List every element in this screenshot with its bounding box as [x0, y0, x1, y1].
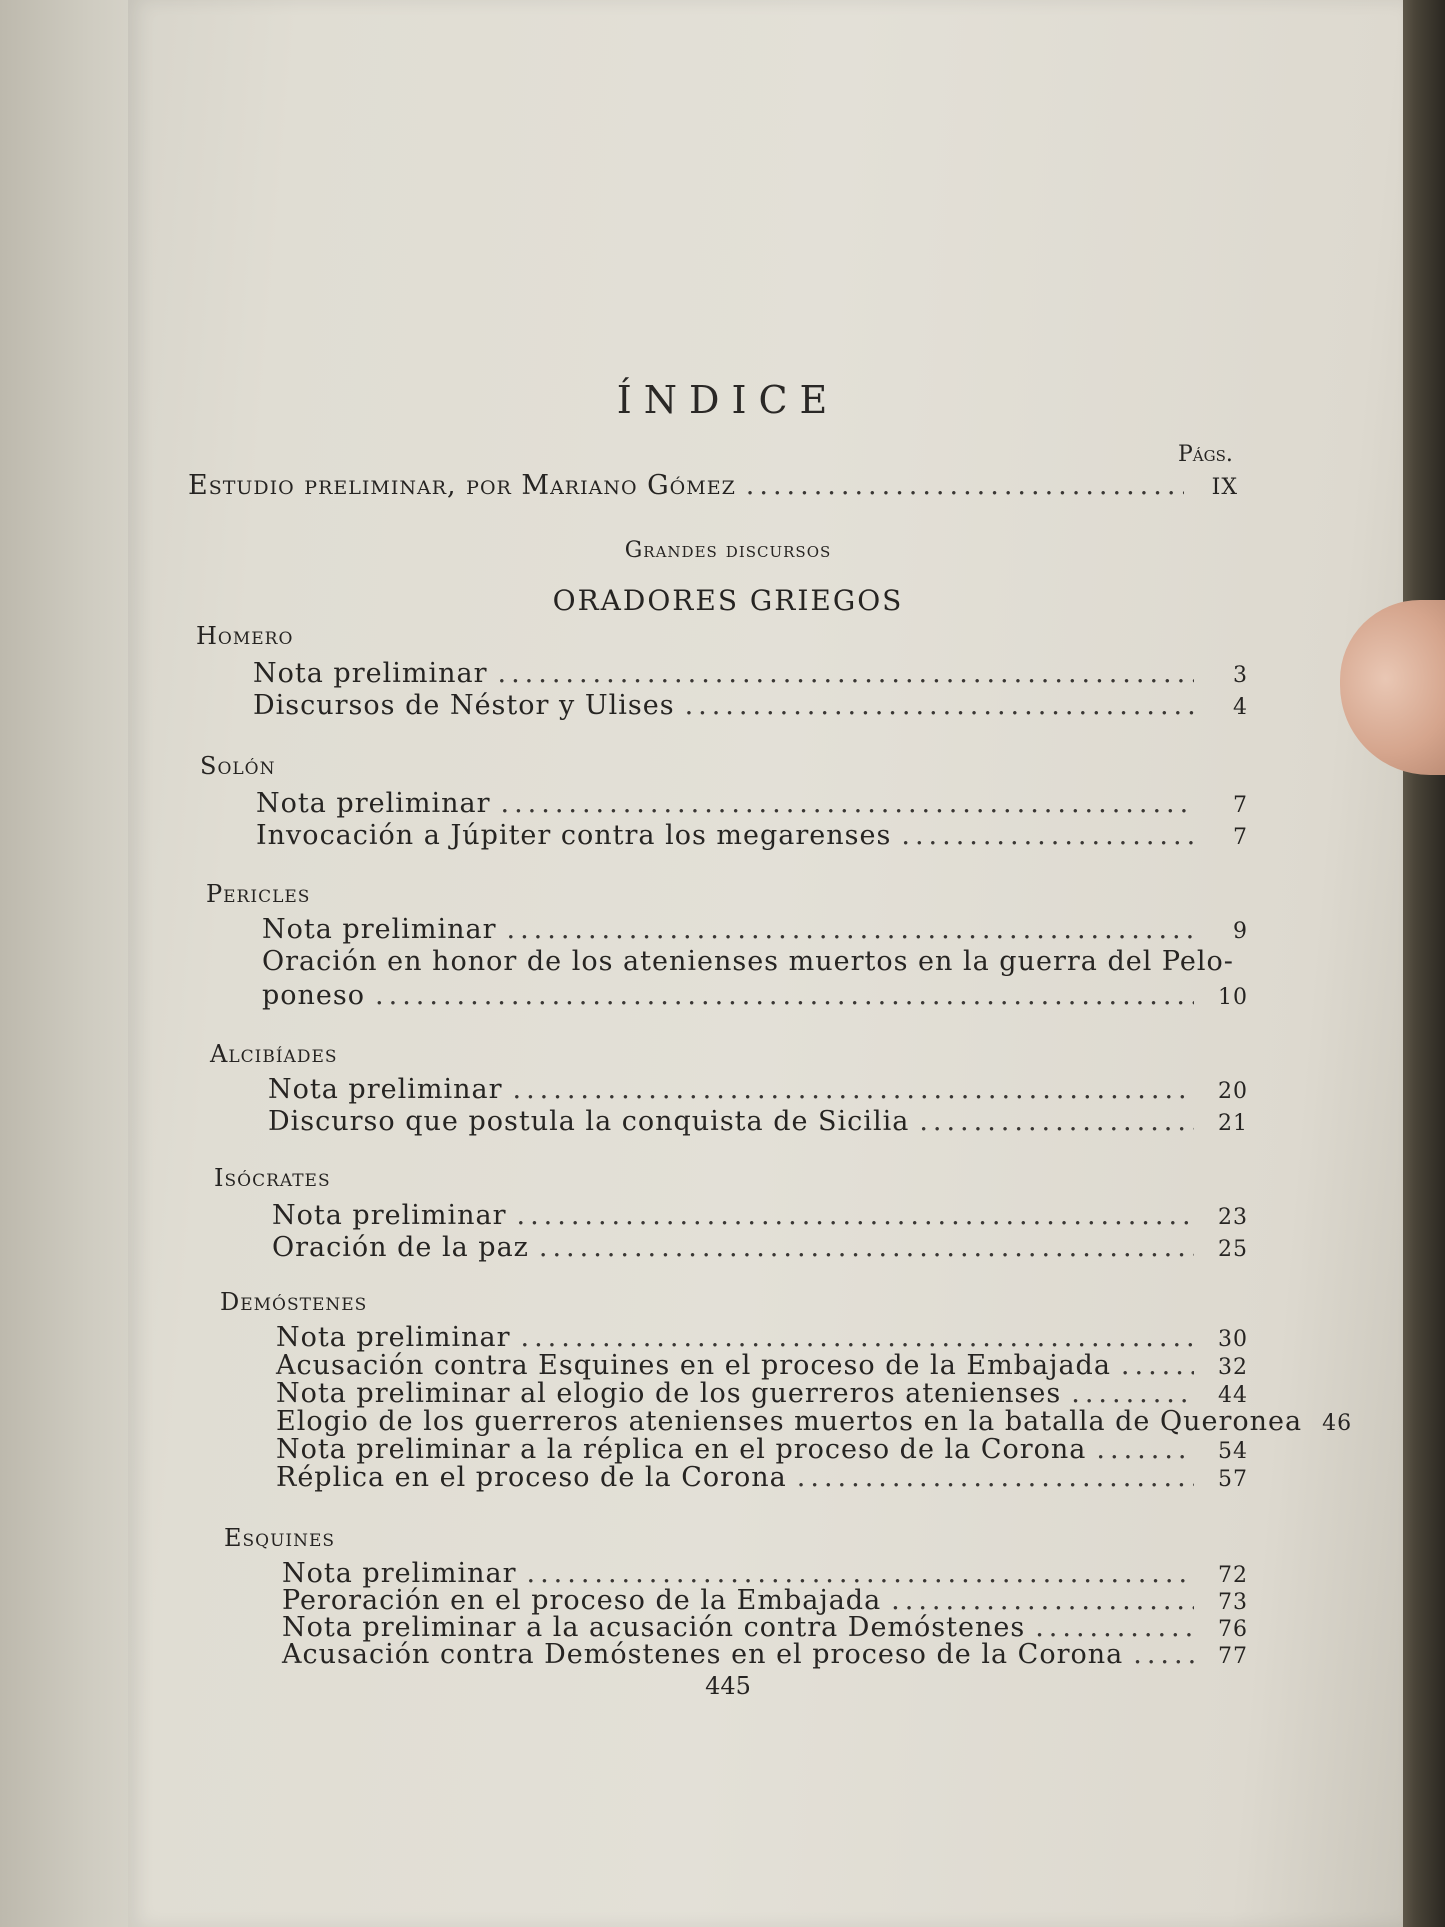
toc-entry — [276, 1350, 1248, 1381]
entry-label: Nota preliminar a la réplica en el proceso de la Corona — [276, 1434, 1087, 1465]
entry-page: IX — [1211, 475, 1238, 500]
entry-label: Acusación contra Esquines en el proceso de la Embajada — [276, 1350, 1111, 1381]
leader-dots — [539, 1232, 1194, 1263]
entry-label: Oración de la paz — [272, 1232, 529, 1263]
entry-page: 21 — [1218, 1111, 1248, 1136]
entry-label: Invocación a Júpiter contra los megarenses — [256, 820, 892, 851]
leader-dots — [1071, 1378, 1194, 1409]
leader-dots — [1133, 1639, 1194, 1670]
author-heading: Isócrates — [214, 1164, 331, 1192]
entry-page: 73 — [1218, 1590, 1248, 1615]
toc-entry-line2 — [262, 980, 1248, 1011]
toc-entry — [268, 1106, 1248, 1137]
leader-dots — [919, 1106, 1194, 1137]
entry-label: Acusación contra Demóstenes en el proceso de la Corona — [282, 1639, 1124, 1670]
pages-column-label: Págs. — [1178, 442, 1233, 467]
entry-label: Discurso que postula la conquista de Sicilia — [268, 1106, 910, 1137]
entry-label: Oración en honor de los atenienses muertos en la guerra del Pelo- — [262, 946, 1234, 977]
entry-page: 54 — [1218, 1439, 1248, 1464]
toc-entry — [282, 1639, 1248, 1670]
entry-label: Réplica en el proceso de la Corona — [276, 1462, 787, 1493]
toc-entry — [276, 1378, 1248, 1409]
entry-label: Estudio preliminar, por Mariano Gómez — [188, 470, 736, 501]
entry-label-continued: poneso — [262, 980, 366, 1011]
author-heading: Pericles — [206, 880, 311, 908]
entry-label: Nota preliminar — [272, 1200, 507, 1231]
leader-dots — [497, 658, 1194, 689]
leader-dots — [516, 1200, 1194, 1231]
entry-label: Elogio de los guerreros atenienses muertos en la batalla de Queronea — [276, 1406, 1303, 1437]
toc-entry — [256, 788, 1248, 819]
toc-entry — [256, 820, 1248, 851]
toc-entry — [262, 914, 1248, 945]
entry-page: 44 — [1218, 1383, 1248, 1408]
entry-page: 9 — [1233, 919, 1248, 944]
leader-dots — [375, 980, 1194, 1011]
leader-dots — [901, 820, 1194, 851]
leader-dots — [506, 914, 1194, 945]
entry-label: Discursos de Néstor y Ulises — [253, 690, 675, 721]
leader-dots — [1121, 1350, 1194, 1381]
leader-dots — [685, 690, 1194, 721]
book-page — [128, 0, 1403, 1927]
entry-page: 3 — [1233, 663, 1248, 688]
author-heading: Solón — [200, 752, 276, 780]
entry-page: 20 — [1218, 1079, 1248, 1104]
entry-page: 76 — [1218, 1617, 1248, 1642]
entry-page: 30 — [1218, 1327, 1248, 1352]
entry-label: Nota preliminar — [262, 914, 497, 945]
collection-heading: Grandes discursos — [624, 538, 832, 563]
entry-page: 72 — [1218, 1563, 1248, 1588]
toc-entry — [276, 1462, 1248, 1493]
toc-entry — [268, 1074, 1248, 1105]
entry-page: 46 — [1322, 1411, 1353, 1436]
table-of-contents — [188, 0, 1368, 1927]
toc-entry — [272, 1232, 1248, 1263]
author-heading: Esquines — [224, 1524, 336, 1552]
toc-entry — [253, 658, 1248, 689]
toc-entry — [276, 1322, 1248, 1353]
entry-label: Nota preliminar a la acusación contra Demóstenes — [282, 1612, 1026, 1643]
entry-label: Nota preliminar — [253, 658, 488, 689]
toc-entry-preliminary — [188, 470, 1238, 501]
leader-dots — [512, 1074, 1194, 1105]
entry-label: Nota preliminar — [268, 1074, 503, 1105]
page-number: 445 — [705, 1672, 751, 1700]
entry-page: 77 — [1218, 1644, 1248, 1669]
toc-entry — [272, 1200, 1248, 1231]
leader-dots — [746, 470, 1184, 501]
leader-dots — [500, 788, 1194, 819]
page-title: ÍNDICE — [616, 378, 840, 422]
leader-dots — [520, 1322, 1194, 1353]
entry-page: 7 — [1233, 825, 1248, 850]
author-heading: Demóstenes — [220, 1288, 368, 1316]
entry-label: Peroración en el proceso de la Embajada — [282, 1585, 882, 1616]
entry-page: 7 — [1233, 793, 1248, 818]
toc-entry-line1 — [262, 946, 1248, 977]
entry-page: 10 — [1218, 985, 1248, 1010]
toc-entry — [276, 1434, 1248, 1465]
entry-page: 57 — [1218, 1467, 1248, 1492]
entry-page: 4 — [1233, 695, 1248, 720]
entry-page: 25 — [1218, 1237, 1248, 1262]
entry-label: Nota preliminar al elogio de los guerreros atenienses — [276, 1378, 1062, 1409]
leader-dots — [1096, 1434, 1194, 1465]
author-heading: Alcibíades — [210, 1040, 338, 1068]
author-heading: Homero — [196, 622, 294, 650]
entry-label: Nota preliminar — [282, 1558, 517, 1589]
entry-label: Nota preliminar — [276, 1322, 511, 1353]
toc-entry — [253, 690, 1248, 721]
entry-page: 23 — [1218, 1205, 1248, 1230]
section-heading: ORADORES GRIEGOS — [552, 584, 904, 617]
leader-dots — [797, 1462, 1194, 1493]
entry-page: 32 — [1218, 1355, 1248, 1380]
toc-entry — [276, 1406, 1353, 1437]
entry-label: Nota preliminar — [256, 788, 491, 819]
